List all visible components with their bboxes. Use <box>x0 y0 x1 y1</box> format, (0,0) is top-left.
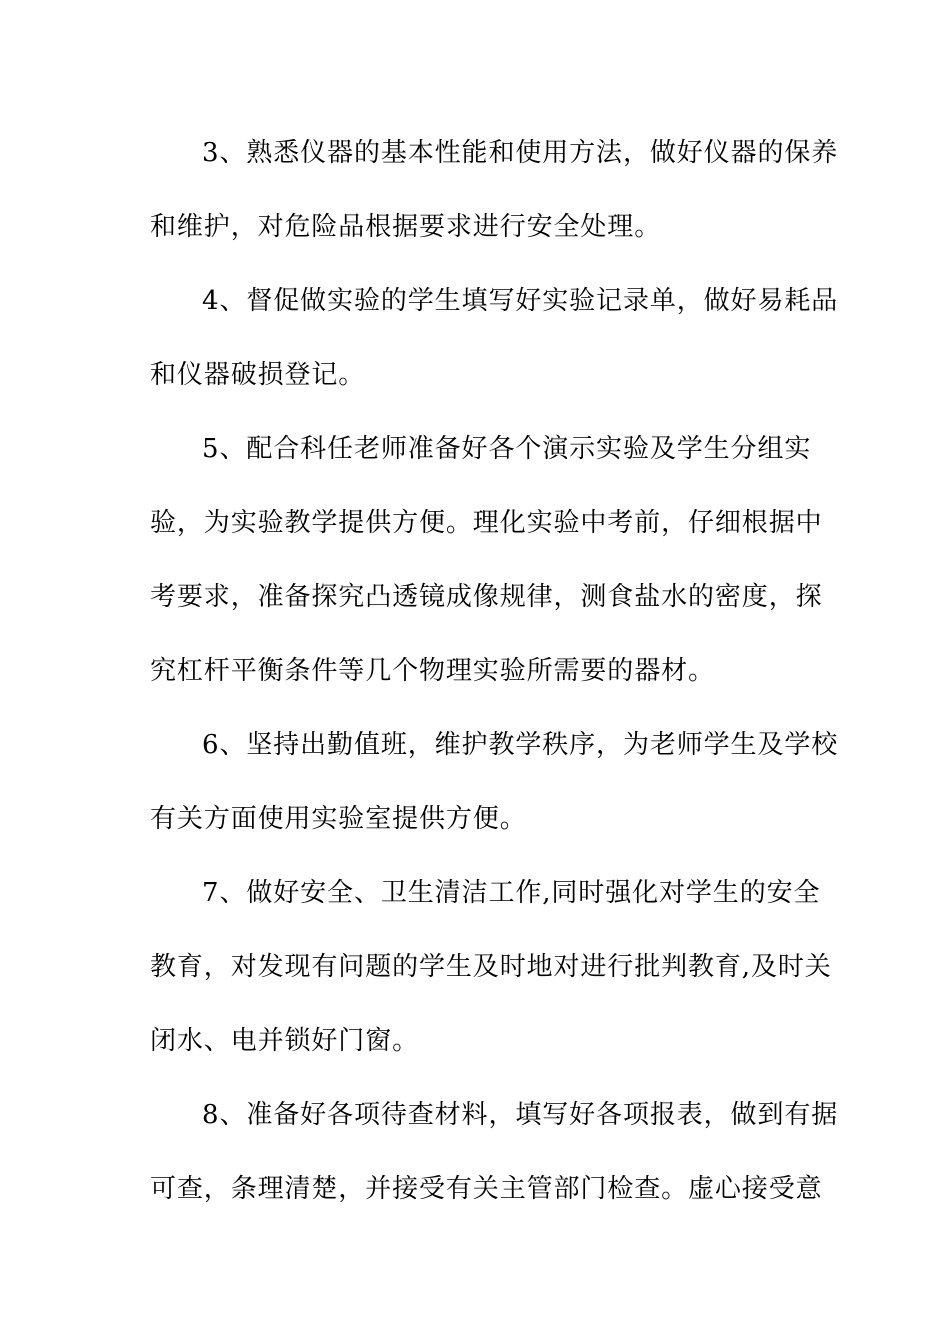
paragraph-4-line-2: 和仪器破损登记。 <box>150 360 366 390</box>
paragraph-5-line-3: 考要求，准备探究凸透镜成像规律，测食盐水的密度，探 <box>150 582 823 612</box>
paragraph-3-line-1: 3、熟悉仪器的基本性能和使用方法，做好仪器的保养 <box>202 138 839 168</box>
paragraph-8-line-1: 8、准备好各项待查材料，填写好各项报表，做到有据 <box>202 1100 839 1130</box>
paragraph-4-line-1: 4、督促做实验的学生填写好实验记录单，做好易耗品 <box>202 286 839 316</box>
document-body <box>150 128 839 1238</box>
paragraph-7-line-2: 教育，对发现有问题的学生及时地对进行批判教育,及时关 <box>150 952 832 982</box>
paragraph-7-line-3: 闭水、电并锁好门窗。 <box>150 1026 420 1056</box>
paragraph-7-line-1: 7、做好安全、卫生清洁工作,同时强化对学生的安全 <box>202 878 821 908</box>
paragraph-5-line-1: 5、配合科任老师准备好各个演示实验及学生分组实 <box>202 434 812 464</box>
paragraph-3-line-2: 和维护，对危险品根据要求进行安全处理。 <box>150 212 662 242</box>
paragraph-5-line-4: 究杠杆平衡条件等几个物理实验所需要的器材。 <box>150 656 715 686</box>
paragraph-6-line-1: 6、坚持出勤值班，维护教学秩序，为老师学生及学校 <box>202 730 839 760</box>
paragraph-6-line-2: 有关方面使用实验室提供方便。 <box>150 804 527 834</box>
paragraph-5-line-2: 验，为实验教学提供方便。理化实验中考前，仔细根据中 <box>150 508 823 538</box>
paragraph-8-line-2: 可查，条理清楚，并接受有关主管部门检查。虚心接受意 <box>150 1174 823 1204</box>
